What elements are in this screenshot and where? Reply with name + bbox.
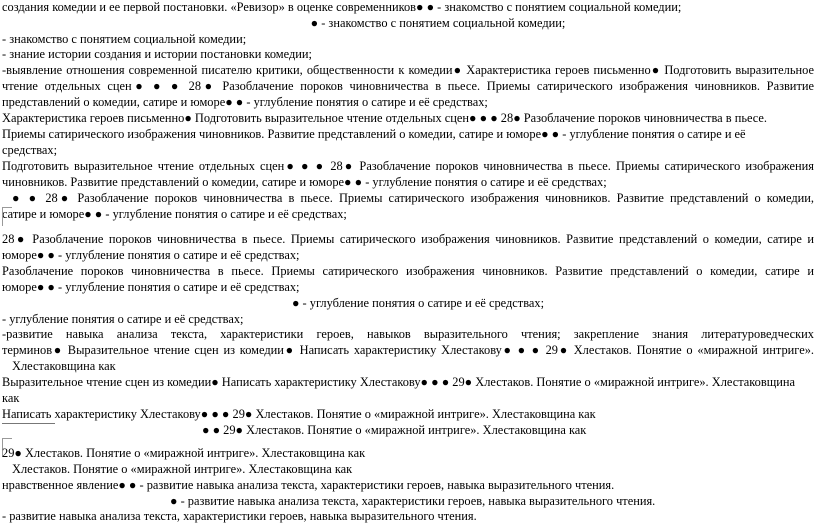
- text-line-28: 29● Хлестаков. Понятие о «миражной интриге». Хлестаковщина как: [2, 446, 366, 460]
- text-line-24: Выразительное чтение сцен из комедии● Написать характеристику Хлестакову● ● ● 29● Хлестаков. Понятие о «миражной интриге». Хлестаковщина: [2, 375, 795, 389]
- text-line-17: Разоблачение пороков чиновничества в пьесе. Приемы сатирического изображения чиновников. Развитие представлений о комедии, сатире и: [2, 264, 814, 278]
- text-line-25: как: [2, 391, 20, 405]
- table-cell-border: [2, 207, 12, 226]
- text-line-26: Написать характеристику Хлестакову● ● ● 29● Хлестаков. Понятие о «миражной интриге». Хлестаковщина как: [2, 407, 596, 421]
- text-line-23: Хлестаковщина как: [12, 359, 116, 373]
- text-line-20: - углубление понятия о сатире и её средствах;: [2, 312, 244, 326]
- text-line-14: сатире и юморе● ● - углубление понятия о сатире и её средствах;: [2, 207, 347, 221]
- text-line-32: - развитие навыка анализа текста, характеристики героев, навыка выразительного чтения.: [2, 509, 477, 523]
- text-line-19: ● - углубление понятия о сатире и её средствах;: [291, 296, 545, 310]
- text-line-2: ● - знакомство с понятием социальной комедии;: [310, 16, 566, 30]
- text-line-15: 28● Разоблачение пороков чиновничества в пьесе. Приемы сатирического изображения чиновников. Развитие представлений о комедии, сатире и: [2, 232, 814, 246]
- text-line-11: Подготовить выразительное чтение отдельных сцен● ● ● 28● Разоблачение пороков чиновничества в пьесе. Приемы сатирического изображения: [2, 159, 814, 173]
- text-line-29: Хлестаков. Понятие о «миражной интриге». Хлестаковщина как: [12, 462, 353, 476]
- text-line-8: Характеристика героев письменно● Подготовить выразительное чтение отдельных сцен● ● ● 28● Разоблачение пороков чиновничества в пьесе.: [2, 111, 768, 125]
- text-line-5: -выявление отношения современной писателю критики, общественности к комедии● Характеристика героев письменно● Подготовить выразительное: [2, 63, 814, 77]
- text-line-12: чиновников. Развитие представлений о комедии, сатире и юморе● ● - углубление понятия о сатире и её средствах;: [2, 175, 607, 189]
- text-line-4: - знание истории создания и истории постановки комедии;: [2, 47, 312, 61]
- text-line-31: ● - развитие навыка анализа текста, характеристики героев, навыка выразительного чтения.: [170, 494, 656, 508]
- text-line-22: терминов● Выразительное чтение сцен из комедии● Написать характеристику Хлестакову● ● ● 29● Хлестаков. Понятие о «миражной интриге».: [2, 343, 814, 357]
- text-line-1: создания комедии и ее первой постановки. «Ревизор» в оценке современников● ● - знакомство с понятием социальной комедии;: [2, 0, 682, 14]
- text-line-16: юморе● ● - углубление понятия о сатире и её средствах;: [2, 248, 300, 262]
- text-line-18: юморе● ● - углубление понятия о сатире и её средствах;: [2, 280, 300, 294]
- text-line-9: Приемы сатирического изображения чиновников. Развитие представлений о комедии, сатире и юморе● ● - углубление понятия о сатире и её: [2, 127, 746, 141]
- text-line-10: средствах;: [2, 143, 58, 157]
- text-line-27: ● ● 29● Хлестаков. Понятие о «миражной интриге». Хлестаковщина как: [202, 423, 587, 437]
- text-line-3: - знакомство с понятием социальной комедии;: [2, 32, 247, 46]
- text-line-13: ● ● 28● Разоблачение пороков чиновничества в пьесе. Приемы сатирического изображения чиновников. Развитие представлений о комедии,: [12, 191, 814, 205]
- text-line-21: -развитие навыка анализа текста, характеристики героев, навыков выразительного чтения; закрепление знания литературоведческих: [2, 327, 814, 341]
- text-line-30: нравственное явление● ● - развитие навыка анализа текста, характеристики героев, навыка выразительного чтения.: [2, 478, 615, 492]
- text-line-6: чтение отдельных сцен● ● ● 28● Разоблачение пороков чиновничества в пьесе. Приемы сатирического изображения чиновников. Развитие: [2, 79, 814, 93]
- text-line-7: представлений о комедии, сатире и юморе● ● - углубление понятия о сатире и её средствах;: [2, 95, 488, 109]
